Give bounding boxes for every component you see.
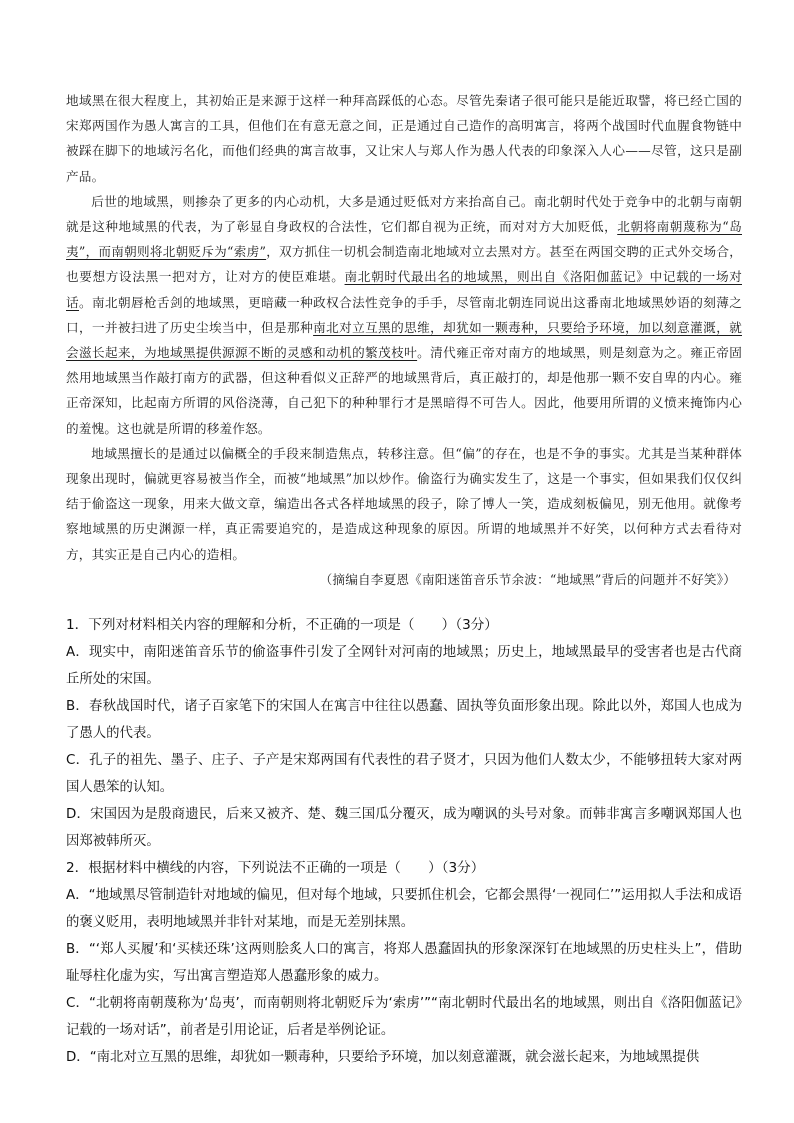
text-segment: 后世的地域黑，则掺杂了更多的内心动机，大多是通过贬低对方来抬高自己。南北朝时代处于竞争中的北朝与南朝就是这种地域黑的代表，为了彰显自身政权的合法性，它们都自视为正统，而对对方大加贬低， — [66, 193, 742, 235]
text-segment: 地域黑擅长的是通过以偏概全的手段来制造焦点，转移注意。但“偏”的存在，也是不争的事实。尤其是当某种群体现象出现时，偏就更容易被当作全，而被“地域黑”加以炒作。偷盗行为确实发生了，这是一个事实，但如果我们仅仅纠结于偷盗这一现象，用来大做文章，编造出各式各样地域黑的段子，除了博人一笑，造成刻板偏见，别无他用。就像考察地域黑的历史渊源一样，真正需要追究的，是造成这种现象的原因。所谓的地域黑并不好笑，以何种方式去看待对方，其实正是自己内心的造相。 — [66, 445, 742, 562]
question-1-option-c: C．孔子的祖先、墨子、庄子、子产是宋郑两国有代表性的君子贤才，只因为他们人数太少，不能够扭转大家对两国人愚笨的认知。 — [66, 753, 742, 795]
question-1-option-a: A．现实中，南阳迷笛音乐节的偷盗事件引发了全网针对河南的地域黑；历史上，地域黑最早的受害者也是古代商丘所处的宋国。 — [66, 645, 742, 687]
question-2-option-b: B．“‘郑人买履’和‘买椟还珠’这两则脍炙人口的寓言，将郑人愚蠢固执的形象深深钉在地域黑的历史柱头上”，借助耻辱柱化虚为实，写出寓言塑造郑人愚蠢形象的威力。 — [66, 942, 742, 984]
passage-paragraph-1 — [66, 88, 742, 189]
question-section — [66, 612, 742, 1071]
question-2-option-a: A．“地域黑尽管制造针对地域的偏见，但对每个地域，只要抓住机会，它都会黑得‘一视同仁’”运用拟人手法和成语的褒义贬用，表明地域黑并非针对某地，而是无差别抹黑。 — [66, 888, 742, 930]
underlined-segment: 南北对立互黑的思维，却犹如一颗毒种，只要给予环境，加以刻意灌溉，就会滋长起来，为地域黑提供源源不断的灵感和动机的繁茂枝叶 — [66, 319, 742, 361]
question-1-stem: 1．下列对材料相关内容的理解和分析，不正确的一项是（ ）（3分） — [66, 617, 498, 633]
passage-source: （摘编自李夏恩《南阳迷笛音乐节余波：“地域黑”背后的问题并不好笑》） — [319, 571, 736, 587]
text-segment: 。南北朝唇枪舌剑的地域黑，更暗藏一种政权合法性竞争的手手，尽管南北朝连同说出这番南北地域黑妙语的刻薄之口，一并被扫进了历史尘埃当中，但是那种 — [66, 294, 743, 335]
underlined-segment: 南北朝时代最出名的地域黑，则出自《洛阳伽蓝记》中记载的一场对话 — [66, 269, 742, 310]
question-1-option-d: D．宋国因为是殷商遗民，后来又被齐、楚、魏三国瓜分覆灭，成为嘲讽的头号对象。而韩非寓言多嘲讽郑国人也因郑被韩所灭。 — [66, 807, 742, 849]
text-segment: 。清代雍正帝对南方的地域黑，则是刻意为之。雍正帝固然用地域黑当作敲打南方的武器，但这种看似义正辞严的地域黑背后，真正敲打的，却是他那一颗不安自卑的内心。雍正帝深知，比起南方所谓的风俗浇薄，自己犯下的种种罪行才是黑暗得不可告人。因此，他要用所谓的义愤来掩饰内心的羞愧。这也就是所谓的移羞作怒。 — [66, 345, 742, 436]
text-segment: ，双方抓住一切机会制造南北地域对立去黑对方。甚至在两国交聘的正式外交场合，也要想方设法黑一把对方，让对方的使臣难堪。 — [66, 244, 743, 285]
question-2-option-c: C．“北朝将南朝蔑称为‘岛夷’，而南朝则将北朝贬斥为‘索虏’”“南北朝时代最出名的地域黑，则出自《洛阳伽蓝记》记载的一场对话”，前者是引用论证，后者是举例论证。 — [66, 996, 742, 1038]
question-2-stem: 2．根据材料中横线的内容，下列说法不正确的一项是（ ）（3分） — [66, 860, 485, 876]
passage-paragraph-3 — [66, 441, 742, 567]
reading-passage — [66, 88, 742, 592]
question-1-option-b: B．春秋战国时代，诸子百家笔下的宋国人在寓言中往往以愚蠢、固执等负面形象出现。除此以外，郑国人也成为了愚人的代表。 — [66, 699, 742, 741]
text-segment: 地域黑在很大程度上，其初始正是来源于这样一种拜高踩低的心态。尽管先秦诸子很可能只是能近取譬，将已经亡国的宋郑两国作为愚人寓言的工具，但他们在有意无意之间，正是通过自己造作的高明寓言，将两个战国时代血腥食物链中被踩在脚下的地域污名化，而他们经典的寓言故事，又让宋人与郑人作为愚人代表的印象深入人心——尽管，这只是副产品。 — [66, 93, 742, 184]
question-2-option-d: D．“南北对立互黑的思维，却犹如一颗毒种，只要给予环境，加以刻意灌溉，就会滋长起来，为地域黑提供 — [66, 1050, 700, 1065]
passage-paragraph-2 — [66, 189, 742, 441]
underlined-segment: 北朝将南朝蔑称为“岛夷”，而南朝则将北朝贬斥为“索虏” — [66, 219, 742, 260]
